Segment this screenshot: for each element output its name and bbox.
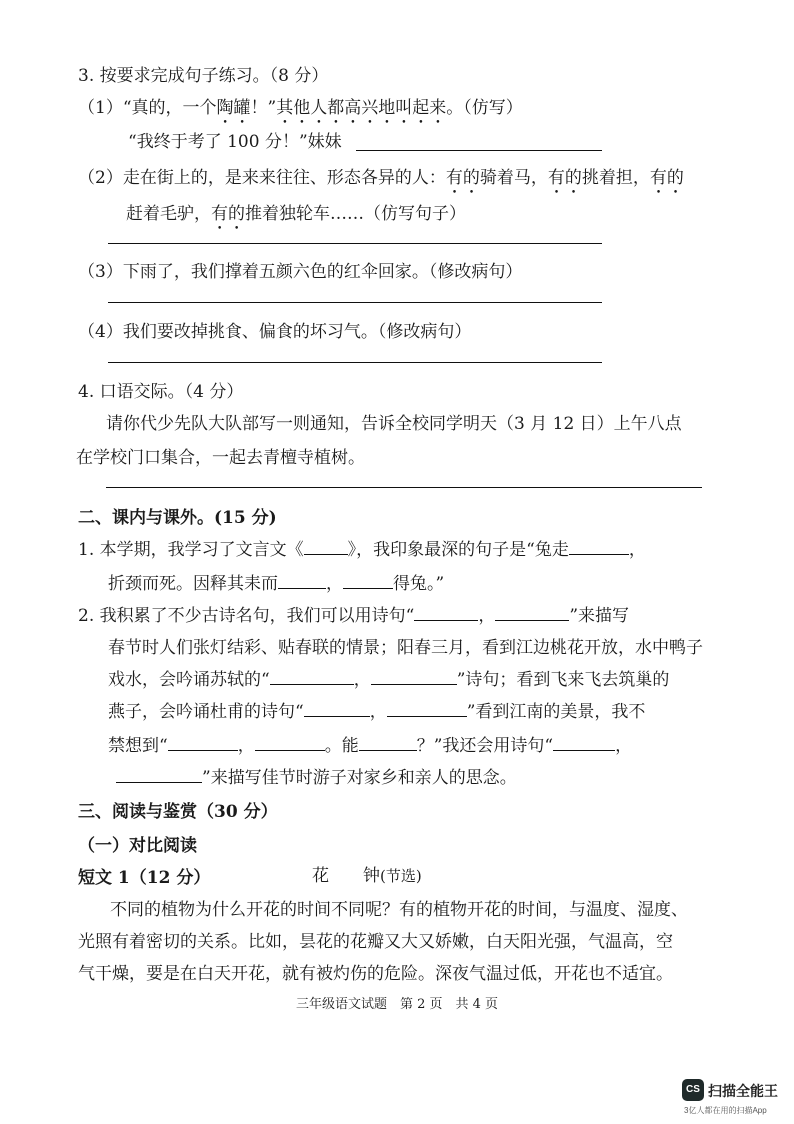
q3-item2: （2）走在街上的，是来来往往、形态各异的人：有的骑着马，有的挑着担，有的 [78,168,684,188]
sec2-q2-line2: 春节时人们张灯结彩、贴春联的情景；阳春三月，看到江边桃花开放，水中鸭子 [108,638,703,658]
answer-line[interactable] [108,302,602,303]
blank[interactable] [255,734,325,751]
watermark-title: 扫描全能王 [708,1083,778,1099]
answer-line[interactable] [108,362,602,363]
q3-item4: （4）我们要改掉挑食、偏食的坏习气。（修改病句） [78,322,472,342]
scanner-watermark [682,1079,792,1119]
q4-line2: 在学校门口集合，一起去青檀寺植树。 [76,448,365,468]
q3-item2-line2: 赶着毛驴，有的推着独轮车……（仿写句子） [126,204,466,224]
passage-label: 短文 1（12 分） [78,868,211,888]
page-footer: 三年级语文试题 第 2 页 共 4 页 [295,997,499,1012]
passage-text-line2: 光照有着密切的关系。比如，昙花的花瓣又大又娇嫩，白天阳光强，气温高，空 [78,932,673,952]
blank[interactable] [359,734,417,751]
sec2-q2-line1: 2. 我积累了不少古诗名句，我们可以用诗句“ ， ”来描写 [78,606,630,626]
blank[interactable] [168,734,238,751]
sec2-q2-line5: 禁想到“ ， 。能 ？”我还会用诗句“ ， [108,736,633,756]
q3-item1-prompt: “我终于考了 100 分！”妹妹 [128,132,342,152]
watermark-subtitle: 3亿人都在用的扫描App [684,1106,767,1115]
camscanner-logo-icon: CS [682,1079,704,1101]
section2-title: 二、课内与课外。(15 分) [78,508,277,528]
blank[interactable] [371,668,457,685]
sec2-q2-line6: ”来描写佳节时游子对家乡和亲人的思念。 [116,766,517,790]
section3-title: 三、阅读与鉴赏（30 分） [78,802,278,822]
q3-title: 3. 按要求完成句子练习。（8 分） [78,66,329,86]
answer-line[interactable] [106,487,702,488]
sec2-q1-line2: 折颈而死。因释其耒而 ， 得兔。” [108,574,445,594]
section3-subtitle: （一）对比阅读 [78,836,197,856]
blank[interactable] [569,538,629,555]
sec2-q2-line4: 燕子，会吟诵杜甫的诗句“ ， ”看到江南的美景，我不 [108,702,646,722]
q4-title: 4. 口语交际。（4 分） [78,382,244,402]
q4-line1: 请你代少先队大队部写一则通知，告诉全校同学明天（3 月 12 日）上午八点 [106,414,682,434]
passage-text-line3: 气干燥，要是在白天开花，就有被灼伤的危险。深夜气温过低，开花也不适宜。 [78,964,673,984]
blank[interactable] [304,700,370,717]
blank[interactable] [278,572,326,589]
sec2-q2-line3: 戏水，会吟诵苏轼的“ ， ”诗句；看到飞来飞去筑巢的 [108,670,670,690]
answer-line[interactable] [356,150,602,151]
blank[interactable] [116,766,202,783]
blank[interactable] [343,572,393,589]
blank[interactable] [304,538,348,555]
blank[interactable] [270,668,354,685]
blank[interactable] [495,604,569,621]
blank[interactable] [387,700,467,717]
answer-line[interactable] [108,243,602,244]
blank[interactable] [414,604,478,621]
passage-text-line1: 不同的植物为什么开花的时间不同呢？有的植物开花的时间，与温度、湿度、 [110,900,688,920]
passage-title: 花 钟(节选) [312,866,422,886]
sec2-q1-line1: 1. 本学期，我学习了文言文《 》，我印象最深的句子是“兔走 ， [78,540,646,560]
blank[interactable] [553,734,615,751]
q3-item1: （1）“真的，一个陶罐！”其他人都高兴地叫起来。（仿写） [78,98,523,118]
q3-item3: （3）下雨了，我们撑着五颜六色的红伞回家。（修改病句） [78,262,523,282]
